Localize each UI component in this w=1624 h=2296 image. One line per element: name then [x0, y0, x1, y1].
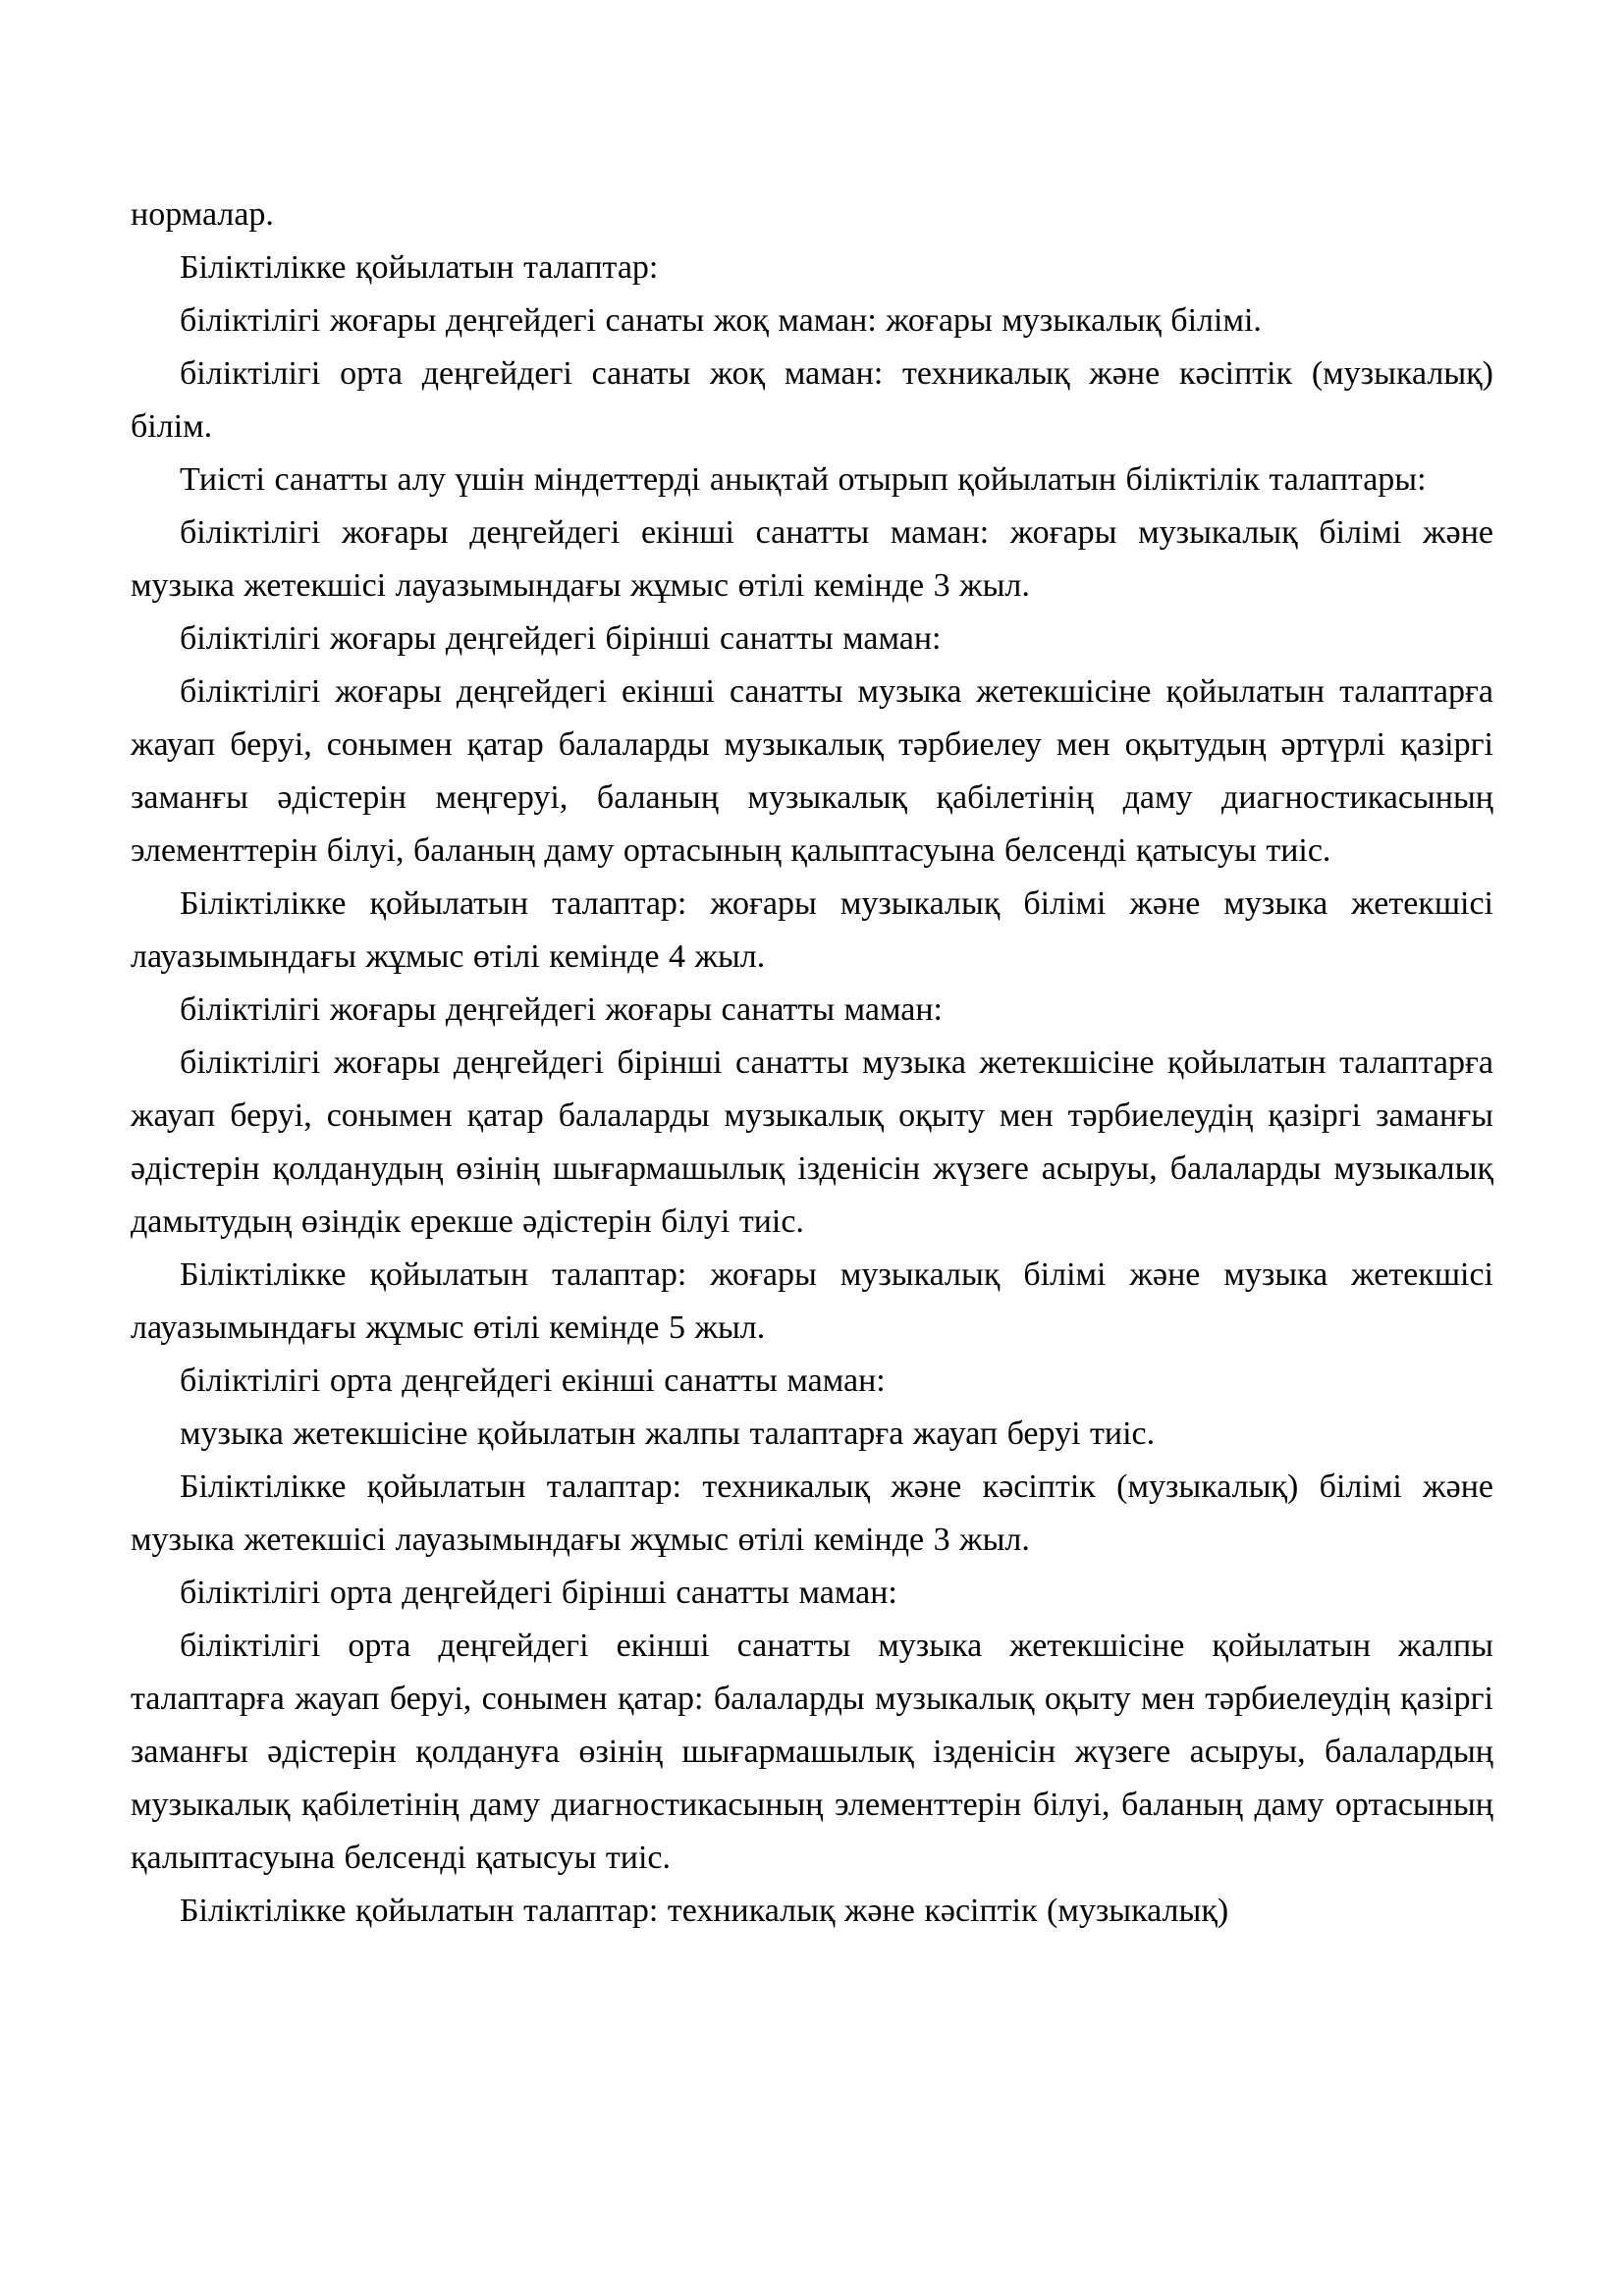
paragraph: біліктілігі жоғары деңгейдегі екінші санатты музыка жетекшісіне қойылатын талаптарға жауап беруі, сонымен қатар балаларды музыкалық тәрбиелеу мен оқытудың әртүрлі қазіргі заманғы әдістерін меңгеруі, баланың музыкалық қабілетінің даму диагностикасының элементтерін білуі, баланың даму ортасының қалыптасуына белсенді қатысуы тиіс. — [131, 673, 1493, 869]
paragraph: Біліктілікке қойылатын талаптар: техникалық және кәсіптік (музыкалық) — [180, 1893, 1229, 1929]
paragraph: музыка жетекшісіне қойылатын жалпы талаптарға жауап беруі тиіс. — [180, 1415, 1156, 1452]
paragraph: біліктілігі орта деңгейдегі екінші санатты музыка жетекшісіне қойылатын жалпы талаптарға жауап беруі, сонымен қатар: балаларды музыкалық оқыту мен тәрбиелеудің қазіргі заманғы әдістерін қолдануға өзінің шығармашылық ізденісін жүзеге асыруы, балалардың музыкалық қабілетінің даму диагностикасының элементтерін білуі, баланың даму ортасының қалыптасуына белсенді қатысуы тиіс. — [131, 1628, 1493, 1876]
paragraph: біліктілігі жоғары деңгейдегі жоғары санатты маман: — [180, 991, 943, 1028]
paragraph: Біліктілікке қойылатын талаптар: техникалық және кәсіптік (музыкалық) білімі және музыка жетекшісі лауазымындағы жұмыс өтілі кемінде 3 жыл. — [131, 1468, 1493, 1558]
paragraph-continuation: нормалар. — [131, 196, 274, 233]
paragraph: біліктілігі жоғары деңгейдегі бірінші санатты музыка жетекшісіне қойылатын талаптарға жауап беруі, сонымен қатар балаларды музыкалық оқыту мен тәрбиелеудің қазіргі заманғы әдістерін қолданудың өзінің шығармашылық ізденісін жүзеге асыруы, балаларды музыкалық дамытудың өзіндік ерекше әдістерін білуі тиіс. — [131, 1044, 1493, 1240]
paragraph: Біліктілікке қойылатын талаптар: — [180, 249, 659, 286]
paragraph: біліктілігі жоғары деңгейдегі санаты жоқ маман: жоғары музыкалық білімі. — [180, 302, 1262, 339]
paragraph: біліктілігі орта деңгейдегі екінші санатты маман: — [180, 1362, 886, 1399]
paragraph: Біліктілікке қойылатын талаптар: жоғары музыкалық білімі және музыка жетекшісі лауазымындағы жұмыс өтілі кемінде 5 жыл. — [131, 1256, 1493, 1346]
paragraph: Біліктілікке қойылатын талаптар: жоғары музыкалық білімі және музыка жетекшісі лауазымындағы жұмыс өтілі кемінде 4 жыл. — [131, 885, 1493, 975]
paragraph: біліктілігі орта деңгейдегі бірінші санатты маман: — [180, 1575, 897, 1611]
paragraph: біліктілігі орта деңгейдегі санаты жоқ маман: техникалық және кәсіптік (музыкалық) білім. — [131, 355, 1493, 445]
paragraph: біліктілігі жоғары деңгейдегі бірінші санатты маман: — [180, 620, 942, 657]
paragraph: біліктілігі жоғары деңгейдегі екінші санатты маман: жоғары музыкалық білімі және музыка жетекшісі лауазымындағы жұмыс өтілі кемінде 3 жыл. — [131, 514, 1493, 604]
paragraph: Тиісті санатты алу үшін міндеттерді анықтай отырып қойылатын біліктілік талаптары: — [180, 461, 1427, 498]
